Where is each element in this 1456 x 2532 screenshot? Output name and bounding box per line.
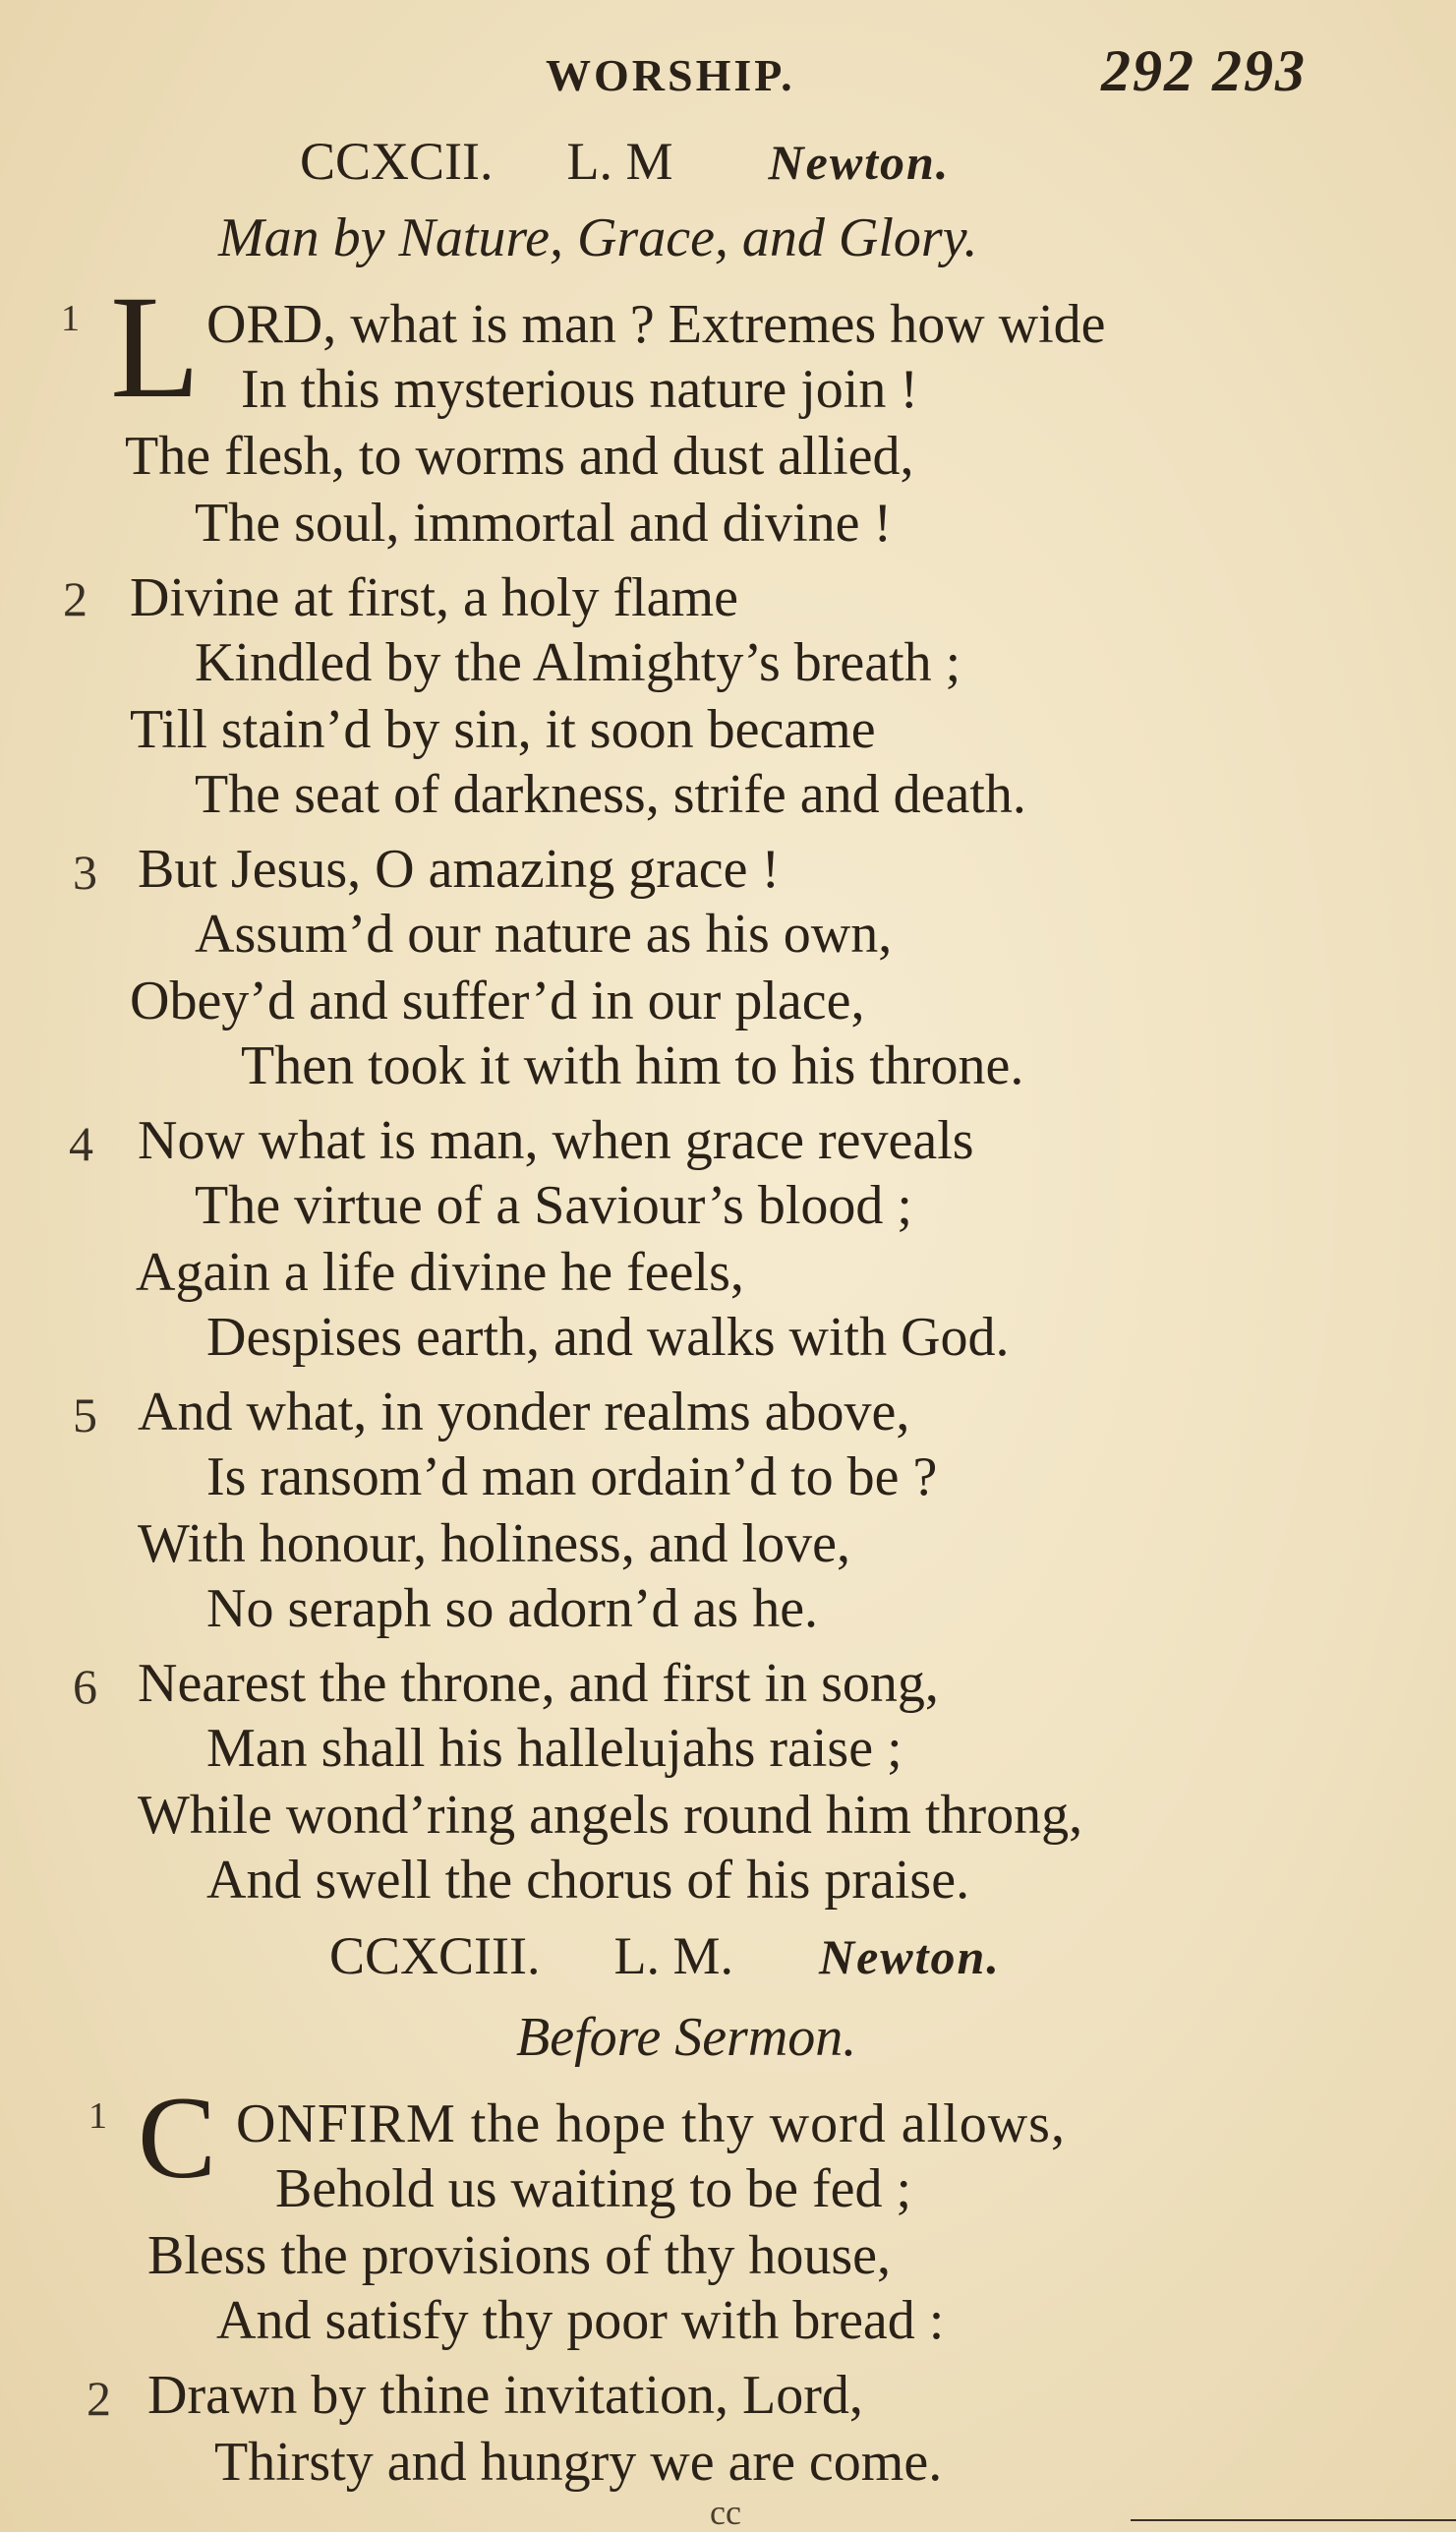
verse-line: Thirsty and hungry we are come. bbox=[214, 2432, 943, 2493]
verse-number: 5 bbox=[73, 1387, 97, 1443]
verse-line: Kindled by the Almighty’s breath ; bbox=[195, 632, 961, 693]
verse-line: In this mysterious nature join ! bbox=[241, 359, 919, 420]
verse-line: Man shall his hallelujahs raise ; bbox=[206, 1718, 903, 1779]
verse-number: 4 bbox=[69, 1116, 93, 1171]
verse-line: But Jesus, O amazing grace ! bbox=[138, 839, 781, 900]
verse-number: 3 bbox=[73, 845, 97, 900]
hymn-meter: L. M bbox=[566, 132, 673, 191]
verse-line: While wond’ring angels round him throng, bbox=[138, 1785, 1083, 1846]
page-numbers: 292 293 bbox=[1101, 38, 1307, 103]
verse-line: Till stain’d by sin, it soon became bbox=[130, 699, 876, 760]
verse-line: Now what is man, when grace reveals bbox=[138, 1110, 974, 1171]
verse-line: Divine at first, a holy flame bbox=[130, 567, 738, 628]
verse-line: Drawn by thine invitation, Lord, bbox=[147, 2365, 863, 2426]
verse-line: The virtue of a Saviour’s blood ; bbox=[195, 1175, 912, 1236]
verse-number: 1 bbox=[61, 298, 80, 339]
signature-mark: cc bbox=[710, 2493, 741, 2532]
verse-line: ORD, what is man ? Extremes how wide bbox=[206, 294, 1106, 355]
verse-line: Then took it with him to his throne. bbox=[241, 1035, 1024, 1096]
verse-number: 6 bbox=[73, 1659, 97, 1714]
verse-number: 1 bbox=[88, 2095, 107, 2137]
verse-line: The soul, immortal and divine ! bbox=[195, 493, 893, 554]
hymn-header bbox=[329, 1925, 1001, 1986]
verse-line: And satisfy thy poor with bread : bbox=[216, 2290, 945, 2351]
verse-line: The seat of darkness, strife and death. bbox=[195, 764, 1026, 825]
verse-line: And swell the chorus of his praise. bbox=[206, 1850, 970, 1911]
hymn-subtitle: Man by Nature, Grace, and Glory. bbox=[218, 207, 978, 268]
verse-line: Assum’d our nature as his own, bbox=[195, 904, 893, 965]
verse-line: The flesh, to worms and dust allied, bbox=[125, 426, 914, 487]
verse-line: Despises earth, and walks with God. bbox=[206, 1307, 1010, 1368]
verse-line: Bless the provisions of thy house, bbox=[147, 2225, 891, 2286]
verse-line: Behold us waiting to be fed ; bbox=[275, 2158, 912, 2219]
drop-cap: L bbox=[110, 265, 201, 429]
hymn-meter: L. M. bbox=[613, 1926, 733, 1985]
verse-line: No seraph so adorn’d as he. bbox=[206, 1578, 819, 1639]
verse-line: Is ransom’d man ordain’d to be ? bbox=[206, 1446, 938, 1507]
hymn-number: CCXCII. bbox=[300, 132, 494, 191]
hymn-header bbox=[300, 131, 950, 192]
running-head-section: WORSHIP. bbox=[546, 50, 795, 100]
running-head bbox=[0, 37, 1456, 106]
verse-line: And what, in yonder realms above, bbox=[138, 1382, 910, 1443]
drop-cap: C bbox=[138, 2072, 217, 2203]
verse-number: 2 bbox=[87, 2371, 111, 2426]
verse-line: With honour, holiness, and love, bbox=[138, 1513, 850, 1574]
verse-number: 2 bbox=[63, 571, 87, 626]
verse-line: Obey’d and suffer’d in our place, bbox=[130, 971, 865, 1031]
verse-line: Nearest the throne, and first in song, bbox=[138, 1653, 939, 1714]
verse-line: ONFIRM the hope thy word allows, bbox=[236, 2093, 1066, 2154]
hymn-subtitle: Before Sermon. bbox=[516, 2007, 857, 2068]
hymn-tune: Newton. bbox=[819, 1929, 1001, 1984]
hymn-number: CCXCIII. bbox=[329, 1926, 541, 1985]
bottom-rule bbox=[1131, 2519, 1456, 2521]
verse-line: Again a life divine he feels, bbox=[136, 1242, 744, 1303]
hymn-tune: Newton. bbox=[768, 135, 951, 190]
